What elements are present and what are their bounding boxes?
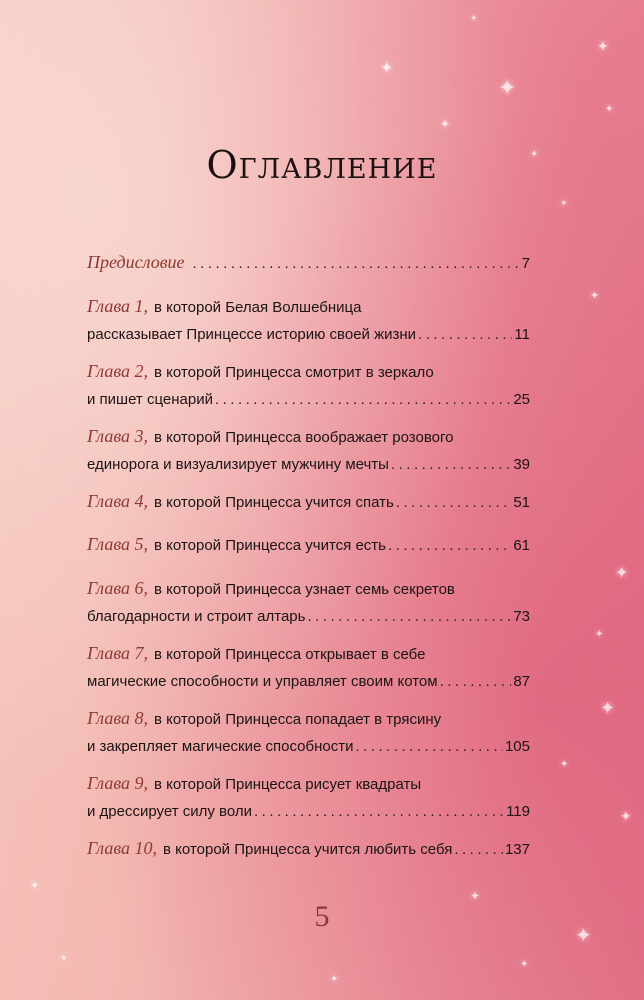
toc-entry-text: в которой Принцесса учится спать xyxy=(154,494,394,511)
toc-entry-label: Глава 6, xyxy=(87,578,149,598)
toc-entry-page: 39 xyxy=(513,456,530,473)
leader-dots xyxy=(396,494,512,511)
toc-entry-chapter-5 xyxy=(87,534,530,564)
toc-entry-page: 119 xyxy=(506,803,530,820)
leader-dots xyxy=(388,537,511,554)
toc-entry-page: 137 xyxy=(504,841,530,858)
toc-entry-text: в которой Белая Волшебница xyxy=(154,299,362,316)
toc-entry-text-continued: и дрессирует силу воли xyxy=(87,803,252,820)
leader-dots xyxy=(355,738,503,755)
toc-entry-page: 11 xyxy=(514,326,530,343)
toc-entry-text-continued: и пишет сценарий xyxy=(87,391,213,408)
toc-entry-text: в которой Принцесса открывает в себе xyxy=(154,646,426,663)
leader-dots xyxy=(454,841,503,858)
toc-entry-label: Глава 9, xyxy=(87,773,149,793)
leader-dots xyxy=(215,391,511,408)
toc-entry-label: Глава 3, xyxy=(87,426,149,446)
toc-entry-text: в которой Принцесса учится любить себя xyxy=(163,841,453,858)
toc-entry-text-continued: и закрепляет магические способности xyxy=(87,738,354,755)
toc-entry-text: в которой Принцесса учится есть xyxy=(154,537,386,554)
toc-entry-text: в которой Принцесса воображает розового xyxy=(154,429,454,446)
toc-entry-page: 61 xyxy=(513,537,530,554)
toc-entry-page: 87 xyxy=(513,673,530,690)
toc-entry-chapter-1 xyxy=(87,296,530,356)
toc-entry-preface xyxy=(87,252,530,282)
toc-entry-label: Глава 4, xyxy=(87,491,149,511)
toc-entry-text: в которой Принцесса попадает в трясину xyxy=(154,711,442,728)
toc-entry-chapter-7 xyxy=(87,643,530,703)
toc-entry-chapter-3 xyxy=(87,426,530,486)
toc-entry-text: в которой Принцесса смотрит в зеркало xyxy=(154,364,434,381)
toc-entry-text-continued: единорога и визуализирует мужчину мечты xyxy=(87,456,389,473)
toc-entry-label: Глава 5, xyxy=(87,534,149,554)
toc-entry-page: 25 xyxy=(513,391,530,408)
toc-entry-chapter-8 xyxy=(87,708,530,768)
toc-entry-label: Глава 10, xyxy=(87,838,158,858)
toc-entry-text: в которой Принцесса рисует квадраты xyxy=(154,776,422,793)
toc-entry-label: Глава 7, xyxy=(87,643,149,663)
toc-entry-chapter-2 xyxy=(87,361,530,421)
toc-entry-label: Глава 1, xyxy=(87,296,149,316)
page-number: 5 xyxy=(314,900,330,933)
toc-entry-page: 51 xyxy=(513,494,530,511)
page-title: Оглавление xyxy=(206,143,438,187)
toc-entry-text-continued: магические способности и управляет своим котом xyxy=(87,673,438,690)
toc-entry-text: в которой Принцесса узнает семь секретов xyxy=(154,581,455,598)
toc-entry-page: 105 xyxy=(504,738,530,755)
leader-dots xyxy=(440,673,512,690)
toc-entry-chapter-9 xyxy=(87,773,530,833)
toc-entry-page: 7 xyxy=(521,255,530,272)
toc-entry-chapter-10 xyxy=(87,838,530,868)
toc-entry-chapter-6 xyxy=(87,578,530,638)
toc-entry-text-continued: рассказывает Принцессе историю своей жизни xyxy=(87,326,417,343)
leader-dots xyxy=(307,608,511,625)
toc-entry-page: 73 xyxy=(513,608,530,625)
toc-entry-chapter-4 xyxy=(87,491,530,521)
toc-entry-label: Предисловие xyxy=(87,252,185,272)
toc-entry-text-continued: благодарности и строит алтарь xyxy=(87,608,306,625)
toc-entry-label: Глава 2, xyxy=(87,361,149,381)
leader-dots xyxy=(193,255,520,272)
leader-dots xyxy=(254,803,504,820)
toc-entry-label: Глава 8, xyxy=(87,708,149,728)
leader-dots xyxy=(418,326,512,343)
leader-dots xyxy=(391,456,511,473)
